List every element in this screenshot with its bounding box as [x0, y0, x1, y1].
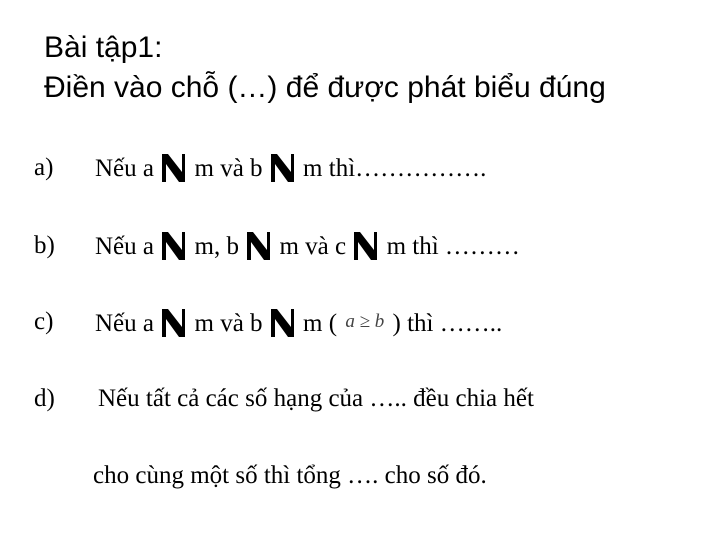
item-text: Nếu tất cả các số hạng của ….. đều chia hết — [98, 385, 534, 412]
divisibility-symbol-icon — [269, 152, 297, 182]
item-text: m ( — [303, 310, 338, 337]
item-text: m, b — [194, 233, 239, 260]
item-label: b) — [34, 232, 55, 259]
item-label: d) — [34, 385, 55, 412]
item-text: Nếu a — [95, 155, 154, 182]
divisibility-symbol-icon — [245, 230, 273, 260]
divisibility-symbol-icon — [160, 152, 188, 182]
item-text: m và b — [194, 155, 263, 182]
divisibility-symbol-icon — [160, 307, 188, 337]
inequality-formula: a ≥ b — [345, 311, 385, 332]
exercise-heading: Bài tập1: — [44, 31, 163, 64]
item-text: m thì……………. — [303, 155, 487, 182]
divisibility-symbol-icon — [160, 230, 188, 260]
item-d-continuation: cho cùng một số thì tổng …. cho số đó. — [93, 462, 487, 489]
item-text: m thì ……… — [386, 233, 520, 260]
item-text: m và c — [279, 233, 347, 260]
item-label: a) — [34, 154, 54, 181]
exercise-title — [44, 28, 606, 108]
item-label: c) — [34, 308, 54, 335]
item-text: Nếu a — [95, 310, 154, 337]
item-text: m và b — [194, 310, 263, 337]
exercise-instruction: Điền vào chỗ (…) để được phát biểu đúng — [44, 71, 606, 104]
divisibility-symbol-icon — [352, 230, 380, 260]
item-text: Nếu a — [95, 233, 154, 260]
divisibility-symbol-icon — [269, 307, 297, 337]
item-text: ) thì …….. — [392, 310, 503, 337]
